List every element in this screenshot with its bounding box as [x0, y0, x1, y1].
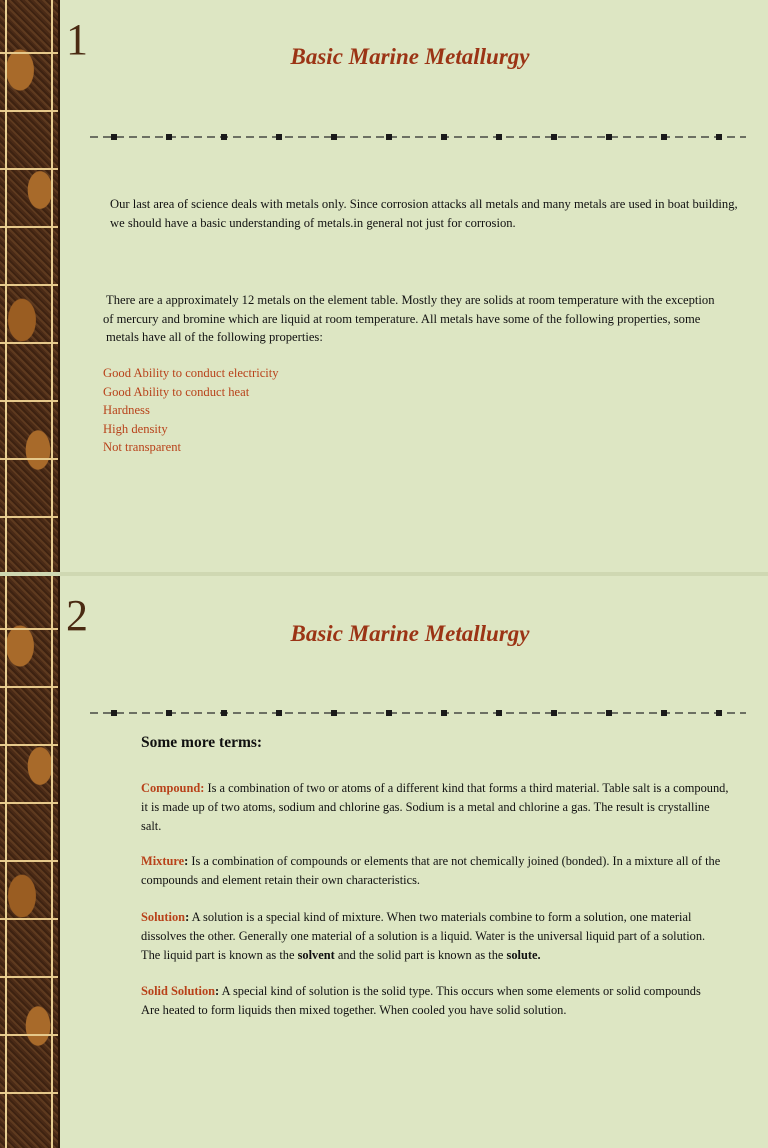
divider-node — [441, 710, 447, 716]
divider-node — [111, 710, 117, 716]
term-label: Solid Solution — [141, 984, 216, 998]
list-item: Hardness — [103, 403, 150, 417]
slide-number: 1 — [66, 15, 88, 64]
term-label: Compound: — [141, 781, 205, 795]
list-item: High density — [103, 421, 168, 436]
divider-node — [496, 134, 502, 140]
term-label: Solution — [141, 910, 186, 924]
term-solid-solution: Solid Solution: A special kind of solution is the solid type. This occurs when some elements or solid compounds Are heated to form liquids then mixed together. When cooled you have solid solution. — [141, 984, 701, 1017]
divider-node — [551, 134, 557, 140]
divider-node — [386, 710, 392, 716]
slide-number: 2 — [66, 591, 88, 640]
divider-node — [661, 710, 667, 716]
term-mixture: Mixture: Is a combination of compounds or elements that are not chemically joined (bonded). In a mixture all of the compounds and element retain their own characteristics. — [141, 854, 721, 887]
term-compound: Compound: Is a combination of two or atoms of a different kind that forms a third material. Table salt is a compound, it is made up of two atoms, sodium and chlorine gas. Sodium is a metal and chlorine a gas. The result is crystalline salt. — [141, 781, 729, 833]
divider-node — [221, 134, 227, 140]
list-item: Good Ability to conduct heat — [103, 384, 250, 399]
slide-title: Basic Marine Metallurgy — [290, 621, 530, 646]
properties-list — [103, 364, 279, 457]
term-solution: Solution: A solution is a special kind of mixture. When two materials combine to form a solution, one material dissolves the other. Generally one material of a solution is a liquid. Water is the universal liquid part of a solution. The liquid part is known as the solvent and the solid part is known as the solute. — [141, 910, 706, 962]
divider-node — [386, 134, 392, 140]
divider-node — [606, 134, 612, 140]
divider-node — [496, 710, 502, 716]
divider-node — [716, 710, 722, 716]
slide-title: Basic Marine Metallurgy — [290, 44, 530, 69]
divider-node — [606, 710, 612, 716]
metals-paragraph: There are a approximately 12 metals on the element table. Mostly they are solids at room temperature with the exception of mercury and bromine which are liquid at room temperature. All metals have some of the following properties, some metals have all of the following properties: — [103, 293, 715, 344]
leaf-border-decoration — [0, 0, 60, 572]
slide-1 — [0, 0, 768, 572]
divider-node — [166, 710, 172, 716]
dashed-divider — [90, 704, 746, 722]
term-label: Mixture — [141, 854, 185, 868]
leaf-border-decoration — [0, 576, 60, 1148]
divider-node — [221, 710, 227, 716]
divider-node — [331, 134, 337, 140]
divider-node — [441, 134, 447, 140]
divider-node — [111, 134, 117, 140]
list-item: Not transparent — [103, 440, 181, 454]
divider-node — [276, 134, 282, 140]
slide-2 — [0, 576, 768, 1148]
divider-node — [551, 710, 557, 716]
divider-node — [166, 134, 172, 140]
intro-paragraph: Our last area of science deals with metals only. Since corrosion attacks all metals and many metals are used in boat building, we should have a basic understanding of metals.in general not just for corrosion. — [110, 197, 738, 230]
divider-node — [331, 710, 337, 716]
subheading: Some more terms: — [141, 734, 263, 751]
dashed-divider — [90, 128, 746, 146]
list-item: Good Ability to conduct electricity — [103, 366, 279, 380]
divider-node — [661, 134, 667, 140]
divider-node — [276, 710, 282, 716]
divider-node — [716, 134, 722, 140]
